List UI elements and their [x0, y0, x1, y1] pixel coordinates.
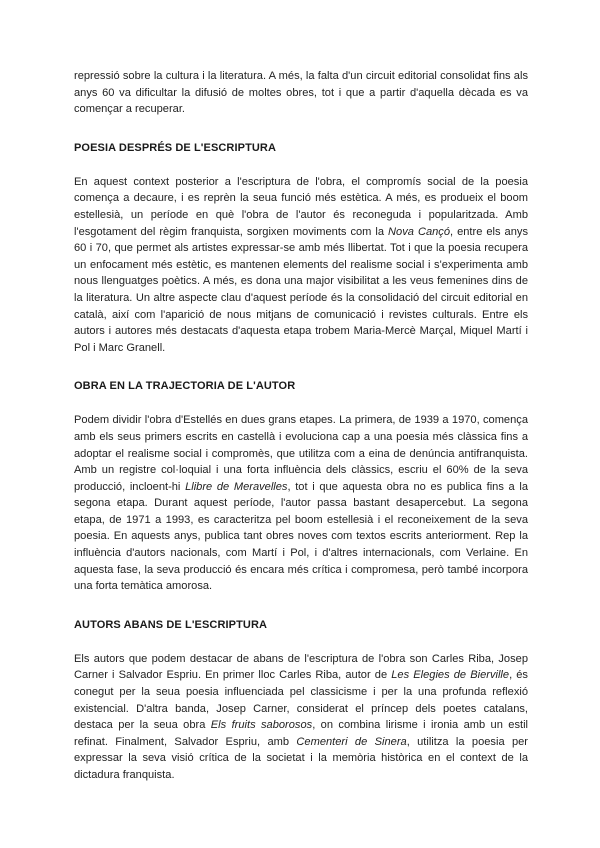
italic-title: Cementeri de Sinera: [296, 735, 407, 748]
text-span: , entre els anys 60 i 70, que permet als artistes expressar-se amb més llibertat. Tot i que la poesia recupera un enfocament més estètic, es mantenen elements del realisme social i s'experimenta amb nous llenguatges poètics. A més, es dona una major visibilitat a les veus femenines dins de la literatura. Un altre aspecte clau d'aquest període és la consolidació del circuit editorial en català, així com l'aparició de nous mitjans de comunicació i revistes culturals. Entre els autors i autores més destacats d'aquesta etapa trobem Maria-Mercè Marçal, Miquel Martí i Pol i Marc Granell.: [74, 225, 528, 354]
page-content: [74, 68, 528, 784]
text-span: , utilitza la poesia per expressar la seva visió crítica de la societat i la memòria històrica en el context de la dictadura franquista.: [74, 735, 528, 781]
heading-poesia-despres: POESIA DESPRÉS DE L'ESCRIPTURA: [74, 141, 277, 154]
italic-title: Nova Cançó: [388, 225, 451, 238]
italic-title: Les Elegies de Bierville: [391, 669, 510, 682]
intro-paragraph: repressió sobre la cultura i la literatura. A més, la falta d'un circuit editorial consolidat fins als anys 60 va dificultar la difusió de moltes obres, tot i que a partir d'aquella dècada es va començar a recuperar.: [74, 70, 528, 116]
paragraph-autors-abans: [74, 651, 528, 784]
heading-autors-abans: AUTORS ABANS DE L'ESCRIPTURA: [74, 618, 268, 631]
text-span: Els autors que podem destacar de abans de l'escriptura de l'obra son Carles Riba, Josep Carner i Salvador Espriu. En primer lloc Carles Riba, autor de: [74, 652, 528, 682]
paragraph-poesia-despres: [74, 174, 528, 357]
text-span: Podem dividir l'obra d'Estellés en dues grans etapes. La primera, de 1939 a 1970, comença amb els seus primers escrits en castellà i evoluciona cap a una poesia més clàssica fins a adoptar el realisme social i compromès, que utilitza com a eina de denúncia antifranquista. Amb un registre col·loquial i una forta influència dels clàssics, escriu el 60% de la seva producció, incloent-hi: [74, 414, 528, 493]
text-span: , és conegut per la seua poesia influenciada pel classicisme i per la una profunda reflexió existencial. D'altra banda, Josep Carner, considerat el príncep dels poetes catalans, destaca per la seua obra: [74, 669, 528, 732]
text-span: En aquest context posterior a l'escriptura de l'obra, el compromís social de la poesia comença a decaure, i es reprèn la seua funció més estètica. A més, es produeix el boom estellesià, un període en què l'obra de l'autor és reconeguda i popularitzada. Amb l'esgotament del règim franquista, sorgixen moviments com la: [74, 175, 528, 238]
text-span: , on combina lirisme i ironia amb un estil refinat. Finalment, Salvador Espriu, amb: [74, 719, 528, 748]
italic-title: Llibre de Meravelles: [185, 480, 288, 493]
heading-obra-trajectoria: OBRA EN LA TRAJECTORIA DE L'AUTOR: [74, 380, 296, 393]
italic-title: Els fruits saborosos: [210, 719, 313, 732]
text-span: , tot i que aquesta obra no es publica fins a la segona etapa. Durant aquest període, l'autor passa bastant desapercebut. La segona etapa, de 1971 a 1993, es caracteritza pel boom estellesià i el reconeixement de la seva poesia. En aquests anys, publica tant obres noves com textos escrits anteriorment. Rep la influència d'autors nacionals, com Martí i Pol, i d'altres internacionals, com Verlaine. En aquesta fase, la seva producció és encara més crítica i compromesa, però també incorpora una forta temàtica amorosa.: [74, 480, 528, 593]
paragraph-obra-trajectoria: [74, 412, 528, 595]
